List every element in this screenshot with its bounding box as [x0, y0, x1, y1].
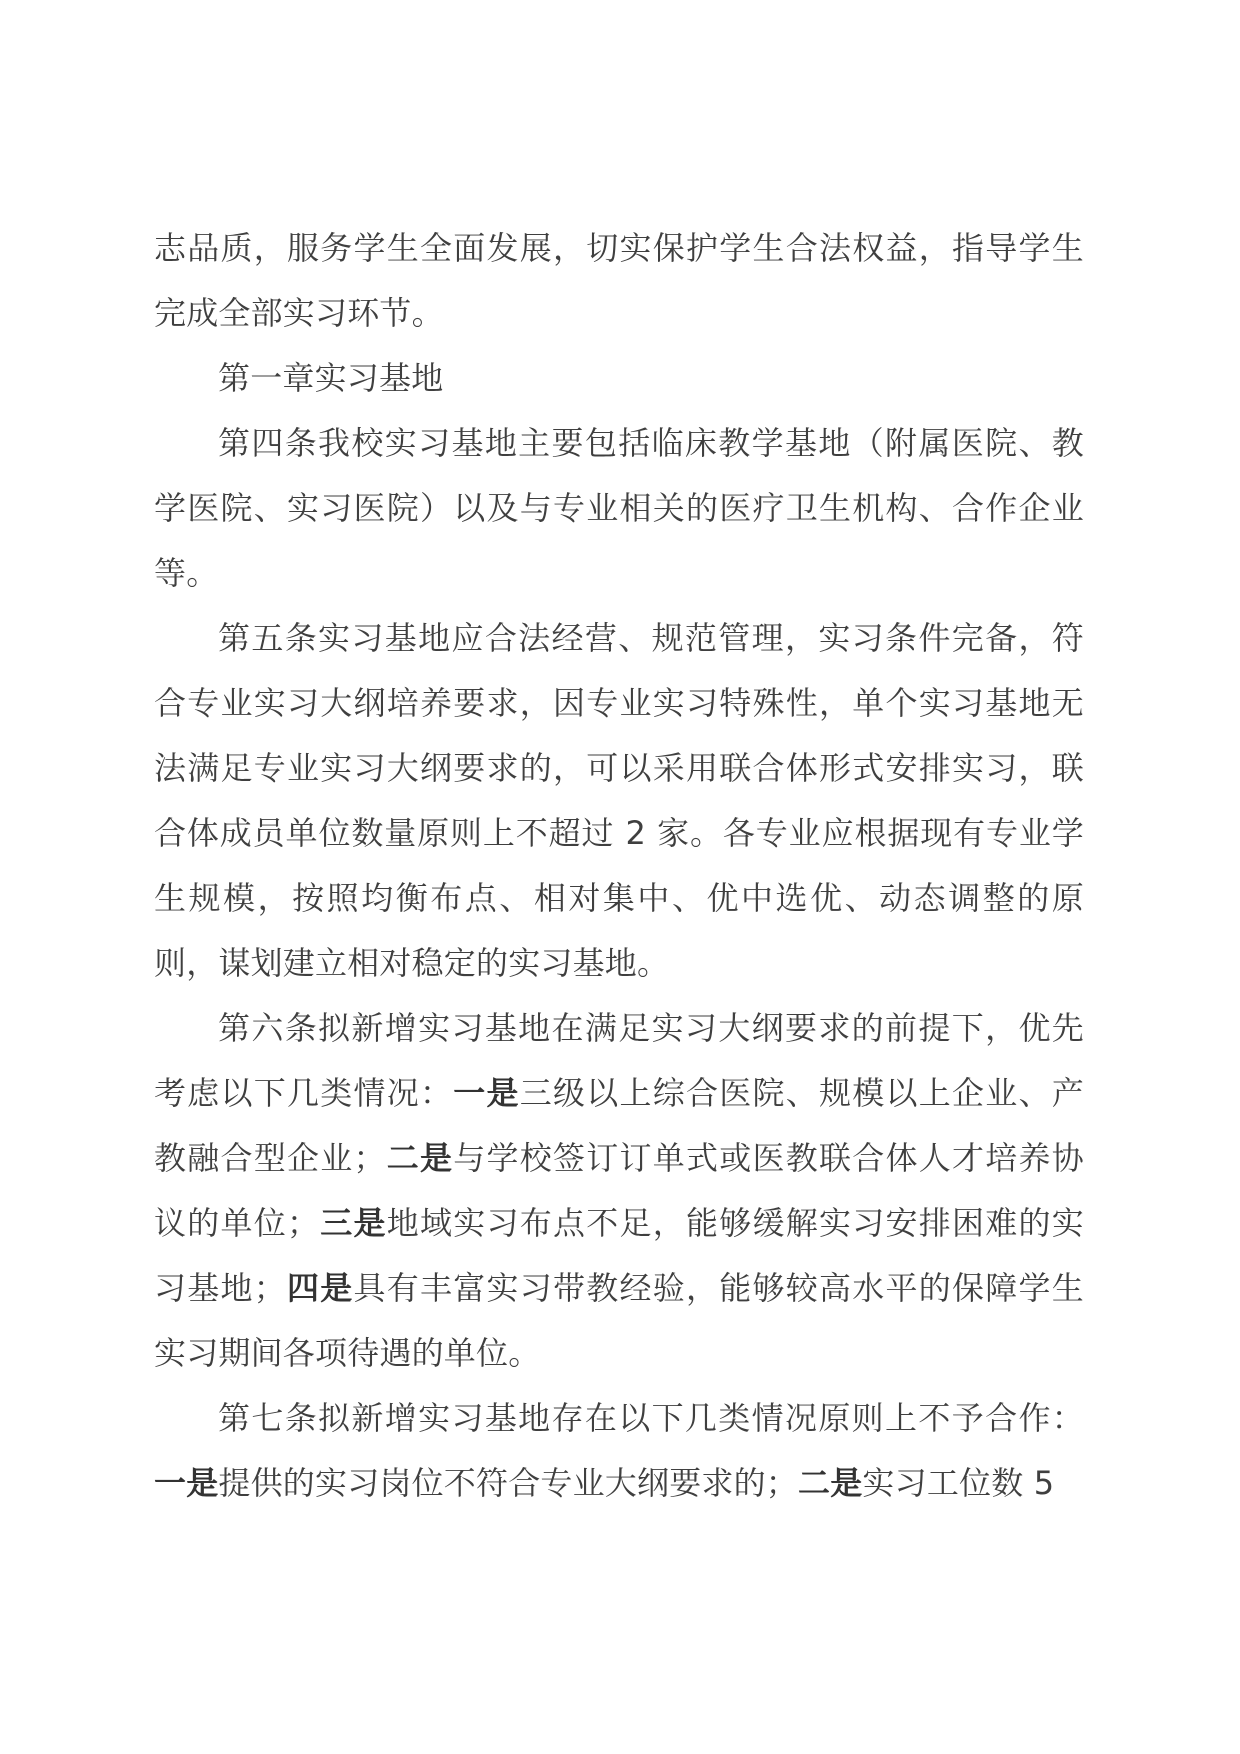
paragraph-article-6 [154, 996, 1084, 1386]
paragraph-text: 第六条拟新增实习基地在满足实习大纲要求的前提下，优先考虑以下几类情况： [154, 1009, 1084, 1112]
paragraph-article-4 [154, 411, 1084, 606]
paragraph-text: 提供的实习岗位不符合专业大纲要求的； [218, 1464, 799, 1502]
chapter-heading [154, 346, 1084, 411]
paragraph-text: 第五条实习基地应合法经营、规范管理，实习条件完备，符合专业实习大纲培养要求，因专业实习特殊性，单个实习基地无法满足专业实习大纲要求的，可以采用联合体形式安排实习，联合体成员单位数量原则上不超过 2 家。各专业应根据现有专业学生规模，按照均衡布点、相对集中、优中选优、动态调整的原则，谋划建立相对稳定的实习基地。 [154, 619, 1084, 982]
paragraph-text: 地域实习布点不足，能够缓解实习安排困难的实习基地； [154, 1204, 1085, 1307]
bold-marker: 三是 [319, 1204, 387, 1242]
bold-marker: 一是 [453, 1074, 520, 1112]
paragraph-text: 实习工位数 5 [862, 1464, 1055, 1502]
document-body [154, 216, 1084, 1516]
paragraph-text: 第四条我校实习基地主要包括临床教学基地（附属医院、教学医院、实习医院）以及与专业相关的医疗卫生机构、合作企业等。 [154, 424, 1084, 592]
paragraph-text: 具有丰富实习带教经验，能够较高水平的保障学生实习期间各项待遇的单位。 [154, 1269, 1084, 1372]
paragraph-article-7 [154, 1386, 1084, 1516]
paragraph-text: 与学校签订订单式或医教联合体人才培养协议的单位； [154, 1139, 1084, 1242]
paragraph-continuation [154, 216, 1084, 346]
bold-marker: 四是 [285, 1269, 354, 1307]
bold-marker: 二是 [385, 1139, 454, 1177]
bold-marker: 一是 [154, 1464, 219, 1502]
bold-marker: 二是 [798, 1464, 863, 1502]
chapter-heading-text: 第一章实习基地 [218, 359, 444, 397]
paragraph-article-5 [154, 606, 1084, 996]
paragraph-text: 第七条拟新增实习基地存在以下几类情况原则上不予合作： [218, 1399, 1084, 1437]
paragraph-text: 三级以上综合医院、规模以上企业、产教融合型企业； [154, 1074, 1084, 1177]
paragraph-text: 志品质，服务学生全面发展，切实保护学生合法权益，指导学生完成全部实习环节。 [154, 229, 1084, 332]
